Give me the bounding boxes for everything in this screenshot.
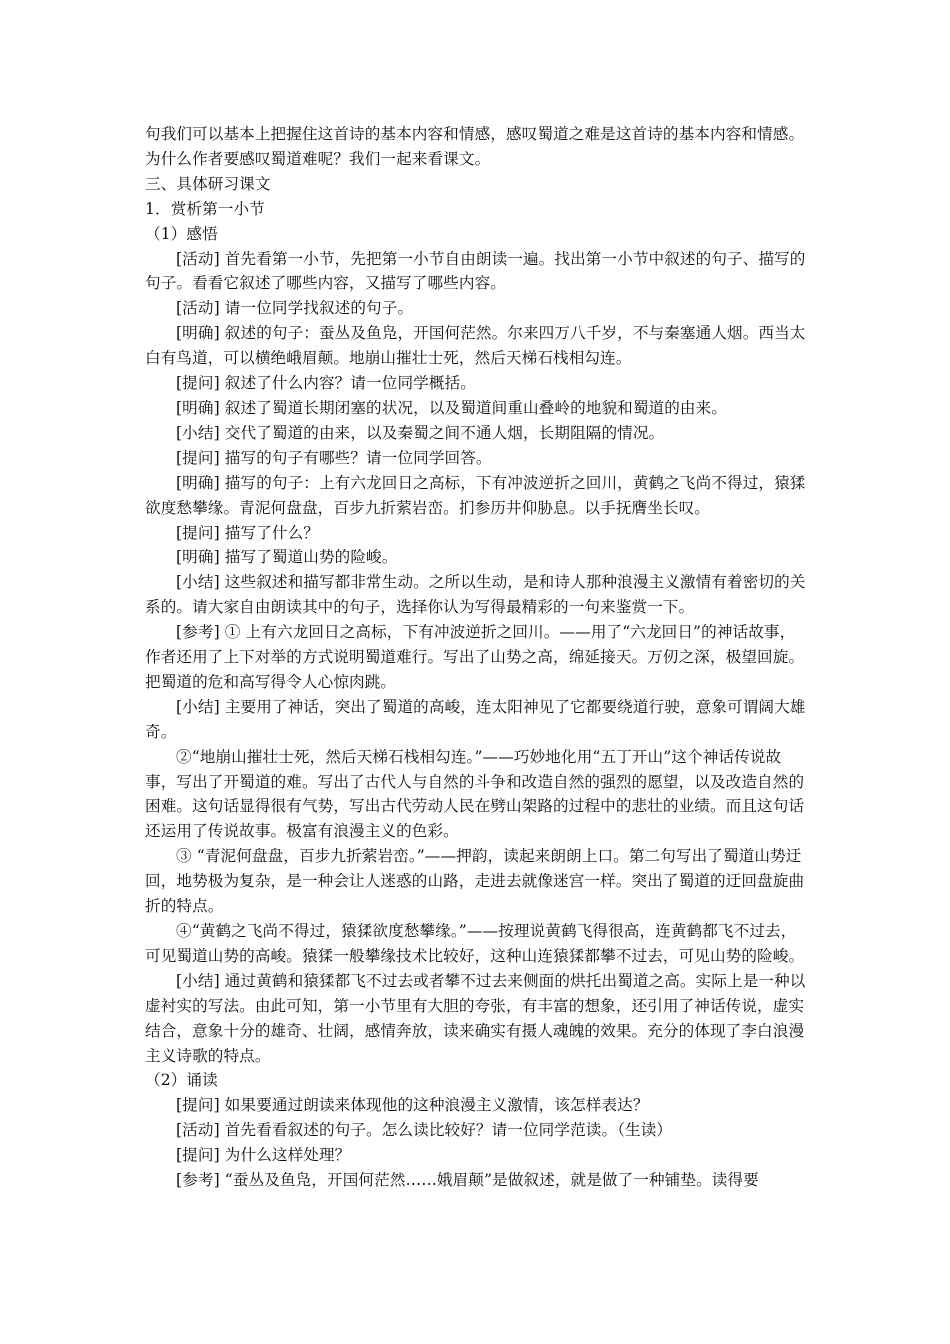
paragraph-clarify: [明确] 描写了蜀道山势的险峻。 [176, 548, 398, 567]
paragraph-question: [提问] 描写的句子有哪些？请一位同学回答。 [176, 448, 492, 467]
paragraph-question: [提问] 为什么这样处理？ [176, 1146, 351, 1165]
paragraph-clarify: [明确] 描写的句子：上有六龙回日之高标，下有冲波逆折之回川，黄鹤之飞尚不得过，猿猱欲度愁攀缘。青泥何盘盘，百步九折萦岩峦。扪参历井仰胁息。以手抚膺坐长叹。 [145, 473, 806, 517]
paragraph-summary: [小结] 交代了蜀道的由来，以及秦蜀之间不通人烟，长期阻隔的情况。 [176, 423, 665, 442]
paragraph-reference: [参考] “蚕丛及鱼凫，开国何茫然……娥眉颠”是做叙述，就是做了一种铺垫。读得要 [176, 1171, 759, 1190]
paragraph-clarify: [明确] 叙述了蜀道长期闭塞的状况，以及蜀道间重山叠岭的地貌和蜀道的由来。 [176, 398, 728, 417]
section-heading-3: 三、具体研习课文 [145, 174, 271, 193]
paragraph-question: [提问] 描写了什么？ [176, 523, 319, 542]
paragraph-clarify: [明确] 叙述的句子：蚕丛及鱼凫，开国何茫然。尔来四万八千岁，不与秦塞通人烟。西当太白有鸟道，可以横绝峨眉颠。地崩山摧壮士死，然后天梯石栈相勾连。 [145, 324, 806, 368]
sub-subheading-perception: （1）感悟 [145, 224, 218, 243]
paragraph-summary: [小结] 通过黄鹤和猿猱都飞不过去或者攀不过去来侧面的烘托出蜀道之高。实际上是一种以虚衬实的写法。由此可知，第一小节里有大胆的夸张，有丰富的想象，还引用了神话传说，虚实结合，意象十分的雄奇、壮阔，感情奔放，读来确实有摄人魂魄的效果。充分的体现了李白浪漫主义诗歌的特点。 [145, 971, 806, 1065]
paragraph-question: [提问] 叙述了什么内容？请一位同学概括。 [176, 374, 476, 393]
subsection-heading-1: 1．赏析第一小节 [145, 199, 265, 218]
paragraph-activity: [活动] 首先看第一小节，先把第一小节自由朗读一遍。找出第一小节中叙述的句子、描写的句子。看看它叙述了哪些内容，又描写了哪些内容。 [145, 249, 806, 293]
paragraph-reference-item: ②“地崩山摧壮士死，然后天梯石栈相勾连。”——巧妙地化用“五丁开山”这个神话传说故事，写出了开蜀道的难。写出了古代人与自然的斗争和改造自然的强烈的愿望，以及改造自然的困难。这句话显得很有气势，写出古代劳动人民在劈山架路的过程中的悲壮的业绩。而且这句话还运用了传说故事。极富有浪漫主义的色彩。 [145, 747, 805, 841]
paragraph-summary: [小结] 这些叙述和描写都非常生动。之所以生动，是和诗人那种浪漫主义激情有着密切的关系的。请大家自由朗读其中的句子，选择你认为写得最精彩的一句来鉴赏一下。 [145, 573, 806, 617]
paragraph-question: [提问] 如果要通过朗读来体现他的这种浪漫主义激情，该怎样表达？ [176, 1096, 649, 1115]
paragraph-activity: [活动] 首先看看叙述的句子。怎么读比较好？请一位同学范读。（生读） [176, 1121, 673, 1140]
paragraph-intro-continued: 句我们可以基本上把握住这首诗的基本内容和情感，感叹蜀道之难是这首诗的基本内容和情感。为什么作者要感叹蜀道难呢？我们一起来看课文。 [145, 125, 805, 168]
sub-subheading-recitation: （2）诵读 [145, 1071, 218, 1090]
paragraph-reference-item: ③ “青泥何盘盘，百步九折萦岩峦。”——押韵，读起来朗朗上口。第二句写出了蜀道山势迂回，地势极为复杂，是一种会让人迷惑的山路，走进去就像迷宫一样。突出了蜀道的迂回盘旋曲折的特点。 [145, 847, 805, 916]
paragraph-reference: [参考] ① 上有六龙回日之高标，下有冲波逆折之回川。——用了“六龙回日”的神话故事，作者还用了上下对举的方式说明蜀道难行。写出了山势之高，绵延接天。万仞之深，极望回旋。把蜀道的危和高写得令人心惊肉跳。 [145, 623, 805, 691]
paragraph-summary: [小结] 主要用了神话，突出了蜀道的高峻，连太阳神见了它都要绕道行驶，意象可谓阔大雄奇。 [145, 697, 806, 741]
paragraph-reference-item: ④“黄鹤之飞尚不得过，猿猱欲度愁攀缘。”——按理说黄鹤飞得很高，连黄鹤都飞不过去，可见蜀道山势的高峻。猿猱一般攀缘技术比较好，这种山连猿猱都攀不过去，可见山势的险峻。 [145, 922, 805, 965]
paragraph-activity: [活动] 请一位同学找叙述的句子。 [176, 299, 414, 318]
lesson-text [145, 122, 810, 1193]
